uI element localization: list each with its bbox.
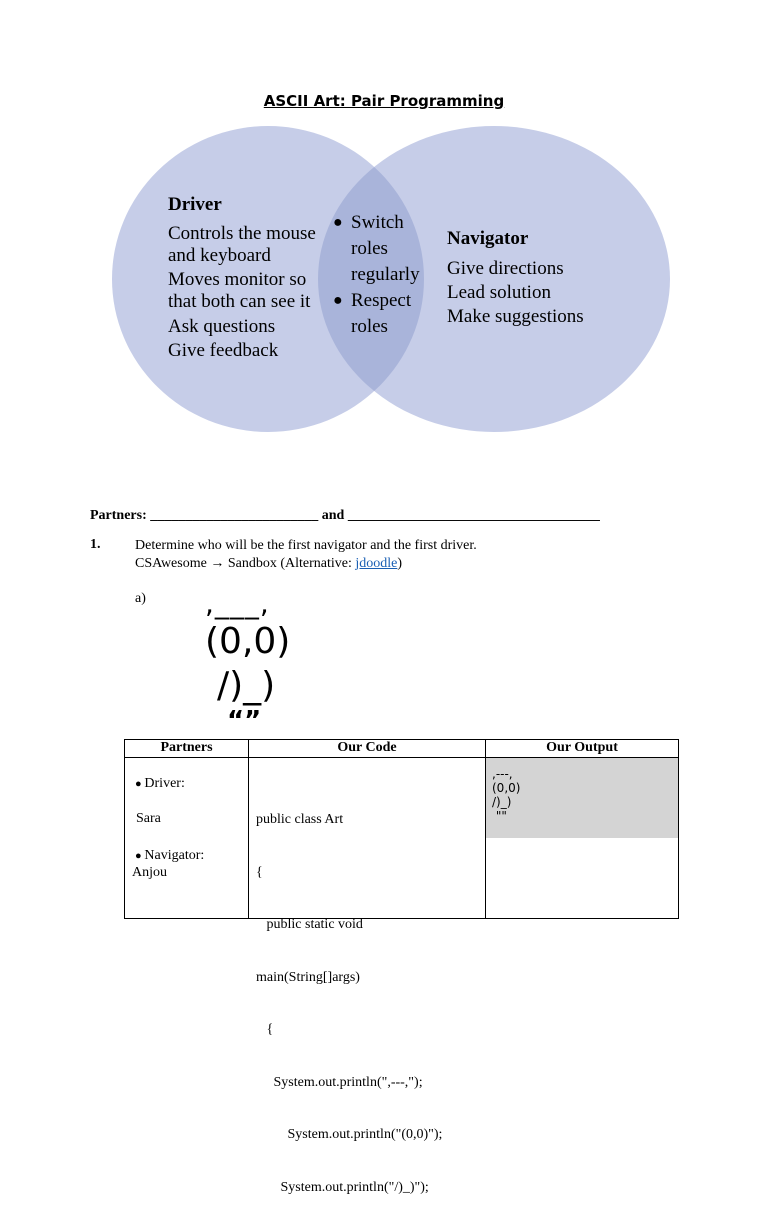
header-output: Our Output xyxy=(486,740,679,758)
question-line: CSAwesome → Sandbox (Alternative: jdoodle) xyxy=(135,556,403,571)
output-line: (0,0) xyxy=(492,781,521,795)
code-line: { xyxy=(256,1022,274,1037)
jdoodle-link[interactable]: jdoodle xyxy=(355,556,398,571)
navigator-row: ● Navigator: xyxy=(135,848,205,863)
overlap-text: Switch xyxy=(351,212,404,233)
driver-section xyxy=(168,194,316,363)
code-line: public static void xyxy=(256,917,363,932)
output-line: /)_) xyxy=(492,795,512,809)
partner1-blank: ________________________ xyxy=(150,508,319,523)
header-code: Our Code xyxy=(249,740,486,758)
and-label: and xyxy=(318,508,348,523)
driver-row: ● Driver: xyxy=(135,776,185,791)
code-line: main(String[]args) xyxy=(256,969,360,985)
driver-heading: Driver xyxy=(168,194,222,215)
page-title: ASCII Art: Pair Programming xyxy=(263,92,505,110)
driver-item: and keyboard xyxy=(168,244,271,266)
partner2-blank: ____________________________________ xyxy=(347,508,600,523)
question-number: 1. xyxy=(90,537,101,552)
overlap-bullet xyxy=(333,210,420,288)
overlap-text: Respect xyxy=(351,290,412,311)
header-partners: Partners xyxy=(125,740,249,758)
question-text xyxy=(135,537,477,573)
navigator-name: Anjou xyxy=(132,865,167,880)
partners-line xyxy=(90,508,600,524)
bullet-icon: ● xyxy=(135,850,145,862)
art-line: ,___, xyxy=(205,587,270,620)
output-line: "" xyxy=(492,809,507,823)
bullet-icon: ● xyxy=(333,292,343,309)
code-line: System.out.println(",---,"); xyxy=(256,1074,423,1090)
driver-item: Give feedback xyxy=(168,339,279,361)
subquestion-label: a) xyxy=(135,591,146,606)
navigator-item: Lead solution xyxy=(447,281,551,303)
art-line: “” xyxy=(227,706,262,736)
driver-item: Moves monitor so xyxy=(168,268,307,290)
bullet-icon: ● xyxy=(333,214,343,231)
art-line: (0,0) xyxy=(205,621,291,662)
overlap-text: roles xyxy=(351,316,388,337)
code-line: System.out.println("/)_)"); xyxy=(256,1179,429,1195)
driver-item: Controls the mouse xyxy=(168,222,316,244)
output-line: ,---, xyxy=(492,767,513,781)
driver-name: Sara xyxy=(136,811,161,826)
navigator-heading: Navigator xyxy=(447,228,529,249)
overlap-text: roles xyxy=(351,238,388,259)
navigator-item: Make suggestions xyxy=(447,305,584,327)
driver-item: Ask questions xyxy=(168,315,276,337)
overlap-text: regularly xyxy=(351,264,420,285)
partners-cell xyxy=(125,758,249,919)
ascii-art-owl xyxy=(205,588,290,734)
overlap-bullet xyxy=(333,288,412,340)
partners-label: Partners: xyxy=(90,508,151,523)
code-line: { xyxy=(256,864,263,880)
code-table xyxy=(124,739,679,1195)
output-cell xyxy=(486,758,679,919)
bullet-icon: ● xyxy=(135,778,145,790)
navigator-item: Give directions xyxy=(447,257,564,279)
navigator-section xyxy=(447,228,584,329)
driver-item: that both can see it xyxy=(168,290,311,312)
output-box xyxy=(486,758,678,838)
code-cell xyxy=(249,758,486,1195)
art-line: /)_) xyxy=(217,665,276,706)
question-line: Determine who will be the first navigator and the first driver. xyxy=(135,538,477,553)
code-line: System.out.println("(0,0)"); xyxy=(256,1127,443,1142)
code-line: public class Art xyxy=(256,812,344,827)
